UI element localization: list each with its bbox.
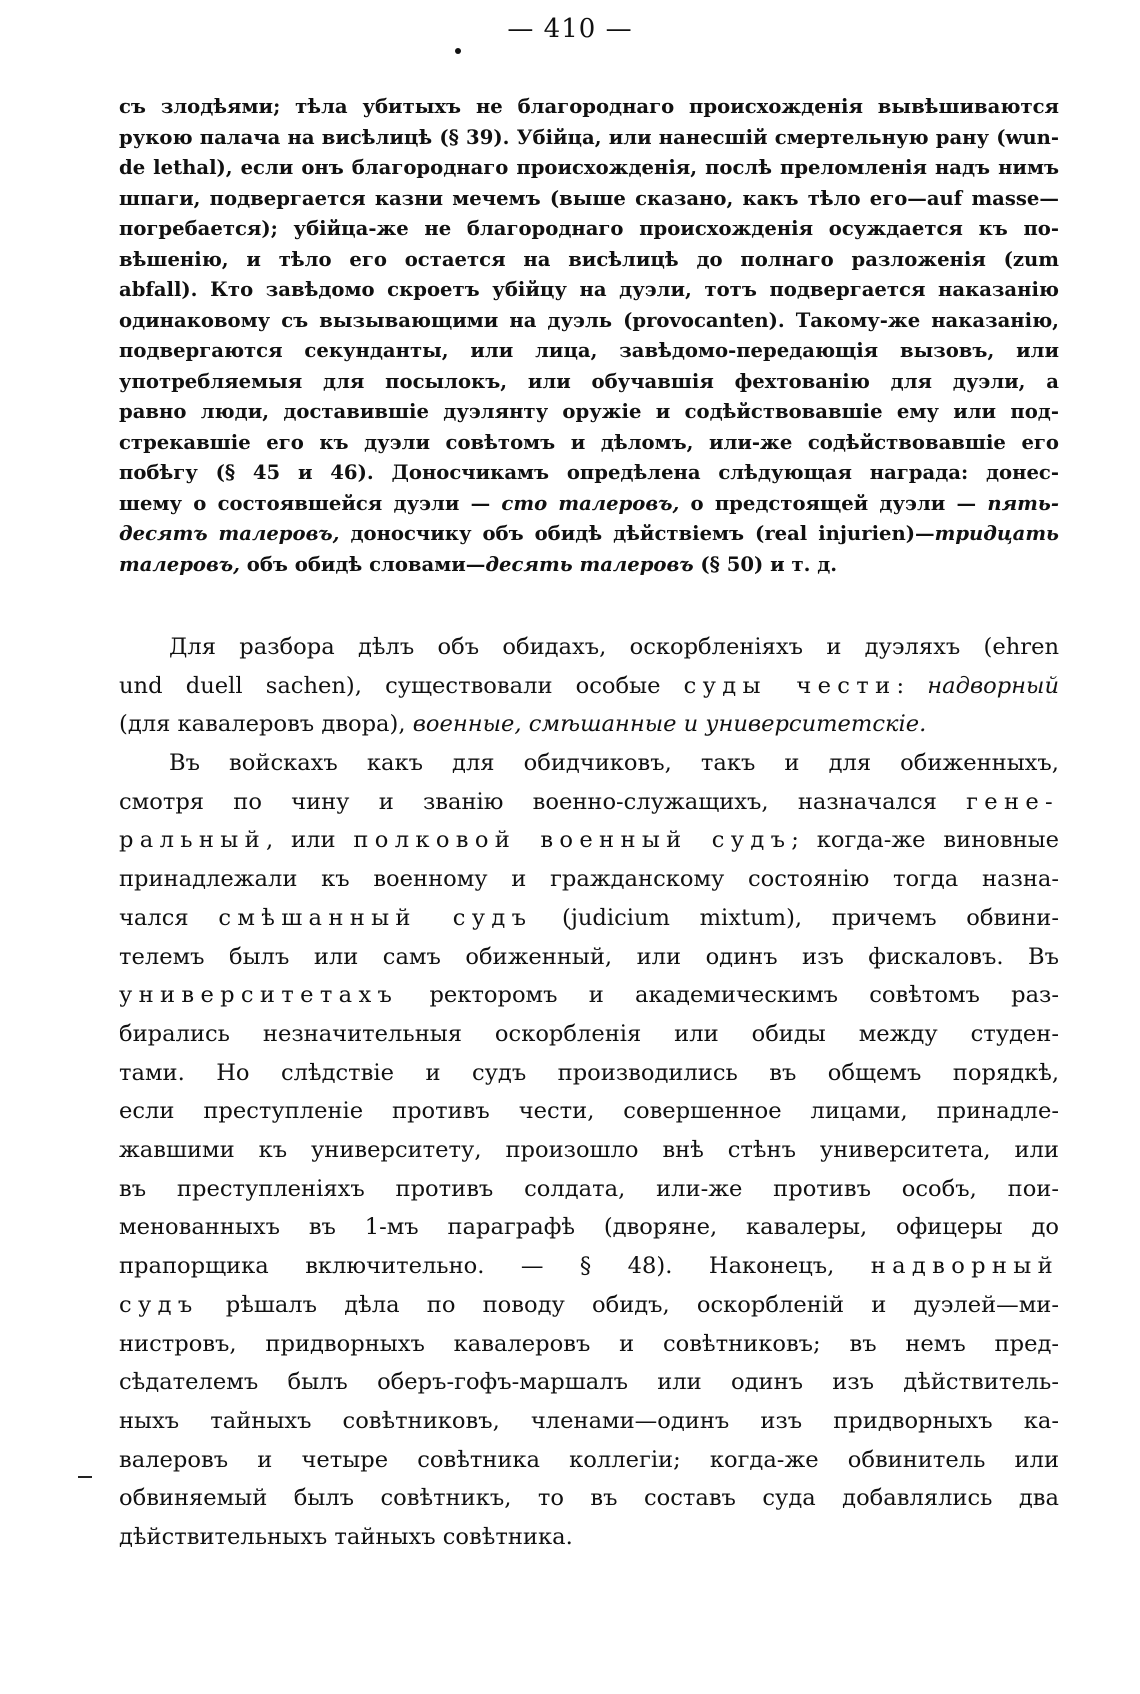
text-run: объ обидѣ словами—: [239, 552, 486, 576]
text-line: погребается); убійца-же не благороднаго происхожденія осуждается къ по-: [119, 217, 1059, 240]
text-run: (для кавалеровъ двора),: [119, 711, 413, 738]
text-line: [119, 1286, 1059, 1325]
text-line: стрекавшіе его къ дуэли совѣтомъ и дѣломъ, или-же содѣйствовавшіе его: [119, 430, 1059, 454]
paragraph-military-courts: [119, 744, 1059, 1557]
text-line: [119, 519, 1059, 550]
text-line: тами. Но слѣдствіе и судъ производились въ общемъ порядкѣ,: [119, 1059, 1059, 1086]
text-run: ректоромъ и академическимъ совѣтомъ раз-: [398, 982, 1059, 1009]
spaced-run: надворный: [870, 1253, 1059, 1280]
paragraph-courts-of-honor: [119, 628, 1059, 744]
spaced-run: гене-: [966, 788, 1059, 815]
italic-run: сто талеровъ,: [501, 491, 680, 515]
text-line: [119, 1247, 1059, 1286]
text-line: одинаковому съ вызывающими на дуэль (provocanten). Такому-же наказанію,: [119, 308, 1059, 332]
paragraph-small-print: [119, 92, 1059, 580]
italic-run: надворный: [927, 672, 1060, 699]
text-run: о предстоящей дуэли —: [679, 491, 988, 515]
text-run: ; когда-же виновные: [791, 827, 1059, 854]
italic-run: тридцать: [934, 522, 1059, 545]
text-line: принадлежали къ военному и гражданскому состоянію тогда назна-: [119, 866, 1059, 893]
text-run: рѣшалъ дѣла по поводу обидъ, оскорбленій и дуэлей—ми-: [198, 1291, 1059, 1318]
text-line: [119, 976, 1059, 1015]
text-run: прапорщика включительно. — § 48). Наконецъ,: [119, 1253, 871, 1280]
text-line: телемъ былъ или самъ обиженный, или одинъ изъ фискаловъ. Въ: [119, 943, 1059, 970]
print-speck: [455, 48, 461, 54]
text-line: Для разбора дѣлъ объ обидахъ, оскорбленіяхъ и дуэляхъ (ehren: [169, 634, 1059, 660]
text-line: употребляемыя для посылокъ, или обучавшія фехтованію для дуэли, а: [119, 369, 1059, 393]
spaced-run: полковой военный судъ: [353, 827, 792, 854]
text-line: [119, 783, 1059, 822]
text-line: [119, 489, 1059, 520]
text-run: чался: [119, 904, 219, 931]
spaced-run: судъ: [119, 1291, 199, 1318]
spaced-run: суды чести: [683, 672, 897, 699]
italic-run: военные, смѣшанные и университетскіе.: [412, 711, 927, 738]
text-run: шему о состоявшейся дуэли —: [119, 491, 502, 515]
italic-run: десять талеровъ: [485, 552, 694, 576]
text-line: валеровъ и четыре совѣтника коллегіи; когда-же обвинитель или: [119, 1446, 1059, 1473]
text-run: , или: [265, 827, 354, 854]
text-line: de lethal), если онъ благороднаго происхожденія, послѣ преломленія надъ нимъ: [119, 156, 1059, 179]
text-line: подвергаются секунданты, или лица, завѣдомо-передающія вызовъ, или: [119, 339, 1059, 362]
text-line: сѣдателемъ былъ оберъ-гофъ-маршалъ или одинъ изъ дѣйствитель-: [119, 1369, 1059, 1396]
spaced-run: ральный: [119, 827, 266, 854]
text-line: бирались незначительныя оскорбленія или обиды между студен-: [119, 1020, 1059, 1047]
text-line: съ злодѣями; тѣла убитыхъ не благороднаго происхожденія вывѣшиваются: [119, 95, 1059, 118]
text-line: [119, 899, 1059, 938]
text-line: если преступленіе противъ чести, совершенное лицами, принадле-: [119, 1098, 1059, 1125]
text-line: обвиняемый былъ совѣтникъ, то въ составъ суда добавлялись два: [119, 1485, 1059, 1512]
text-line: побѣгу (§ 45 и 46). Доносчикамъ опредѣлена слѣдующая награда: донес-: [119, 461, 1059, 484]
text-line: нистровъ, придворныхъ кавалеровъ и совѣтниковъ; въ немъ пред-: [119, 1330, 1059, 1357]
text-line: [119, 821, 1059, 860]
italic-run: десятъ талеровъ,: [119, 522, 340, 545]
text-run: und duell sachen), существовали особые: [119, 672, 684, 699]
spaced-run: университетахъ: [119, 982, 399, 1009]
text-line: Въ войскахъ какъ для обидчиковъ, такъ и для обиженныхъ,: [169, 750, 1059, 776]
margin-mark: [78, 1476, 92, 1478]
text-run: :: [896, 672, 928, 699]
text-run: (§ 50) и т. д.: [693, 552, 838, 576]
text-run: доносчику объ обидѣ дѣйствіемъ (real injurien)—: [339, 522, 935, 545]
italic-run: пять-: [987, 491, 1059, 515]
spaced-run: смѣшанный судъ: [218, 904, 533, 931]
page-number: — 410 —: [507, 14, 633, 44]
text-run: (judicium mixtum), причемъ обвини-: [532, 904, 1060, 931]
text-line: рукою палача на висѣлицѣ (§ 39). Убійца, или нанесшій смертельную рану (wun-: [119, 125, 1059, 149]
text-line: [119, 667, 1059, 706]
text-run: смотря по чину и званію военно-служащихъ, назначался: [119, 788, 967, 815]
italic-run: талеровъ,: [119, 552, 240, 576]
text-line: равно люди, доставившіе дуэлянту оружіе и содѣйствовавшіе ему или под-: [119, 400, 1059, 423]
text-line: [119, 550, 1059, 581]
text-line: жавшими къ университету, произошло внѣ стѣнъ университета, или: [119, 1137, 1059, 1164]
text-line: [119, 705, 1059, 744]
text-line: abfall). Кто завѣдомо скроетъ убійцу на дуэли, тотъ подвергается наказанію: [119, 278, 1059, 301]
text-line: вѣшенію, и тѣло его остается на висѣлицѣ до полнаго разложенія (zum: [119, 247, 1059, 271]
text-line: шпаги, подвергается казни мечемъ (выше сказано, какъ тѣло его—auf masse—: [119, 186, 1059, 210]
text-line: дѣйствительныхъ тайныхъ совѣтника.: [119, 1524, 573, 1551]
text-line: въ преступленіяхъ противъ солдата, или-же противъ особъ, пои-: [119, 1175, 1059, 1202]
text-line: ныхъ тайныхъ совѣтниковъ, членами—одинъ изъ придворныхъ ка-: [119, 1407, 1059, 1434]
text-line: менованныхъ въ 1-мъ параграфѣ (дворяне, кавалеры, офицеры до: [119, 1214, 1059, 1241]
